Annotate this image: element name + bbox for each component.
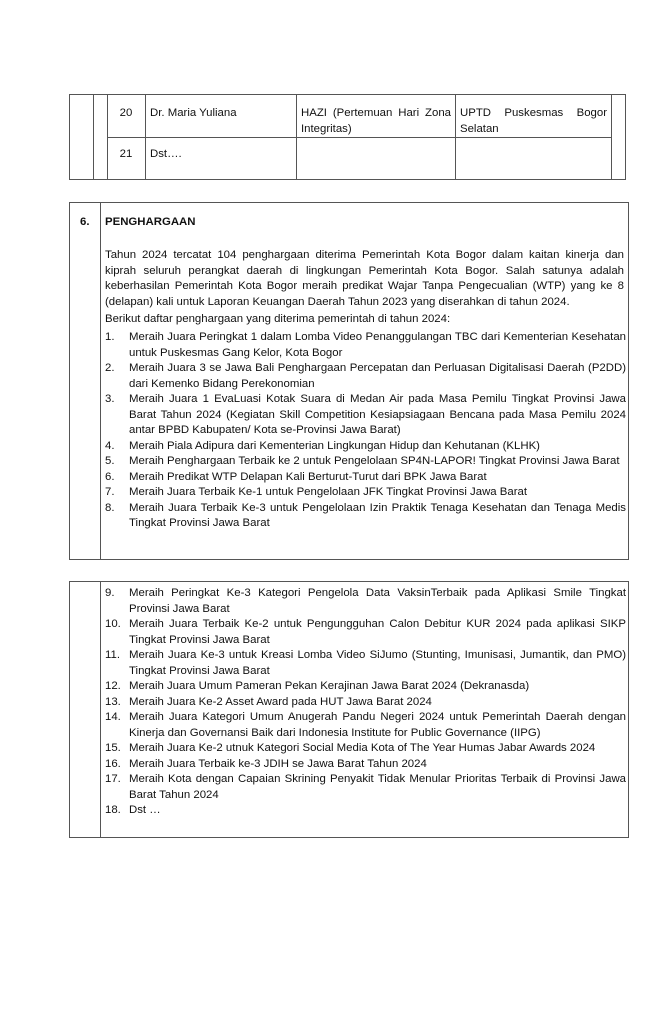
award-list-item bbox=[105, 586, 626, 617]
award-number: 7. bbox=[105, 486, 115, 498]
award-text: Meraih Predikat WTP Delapan Kali Berturut-Turut dari BPK Jawa Barat bbox=[129, 470, 487, 483]
award-text: Meraih Peringkat Ke-3 Kategori Pengelola Data VaksinTerbaik pada Aplikasi Smile Tingkat Provinsi Jawa Barat bbox=[129, 587, 626, 615]
section-intro-text: Tahun 2024 tercatat 104 penghargaan diterima Pemerintah Kota Bogor dalam kaitan kinerja dan kiprah seluruh perangkat daerah di lingkungan Pemerintah Kota Bogor. Salah satunya adalah keberhasilan Pemerintah Kota Bogor meraih predikat Wajar Tanpa Pengecualian (WTP) yang ke 8 (delapan) kali untuk Laporan Keuangan Daerah Tahun 2023 yang diserahkan di tahun 2024. bbox=[105, 249, 624, 308]
awards-section-box-continued bbox=[69, 581, 629, 838]
awards-list-continued bbox=[105, 586, 626, 819]
section-intro-paragraph bbox=[105, 248, 624, 310]
award-number: 14. bbox=[105, 711, 121, 723]
award-text: Meraih Juara Peringkat 1 dalam Lomba Video Penanggulangan TBC dari Kementerian Kesehatan untuk Puskesmas Gang Kelor, Kota Bogor bbox=[129, 331, 626, 359]
award-text: Meraih Juara Ke-2 utnuk Kategori Social Media Kota of The Year Humas Jabar Awards 2024 bbox=[129, 742, 596, 754]
award-number: 4. bbox=[105, 439, 115, 452]
section-number: 6. bbox=[80, 216, 90, 228]
section-divider bbox=[100, 203, 101, 559]
table-cell-place bbox=[460, 106, 607, 137]
award-text: Meraih Juara Kategori Umum Anugerah Pandu Negeri 2024 untuk Pemerintah Daerah dengan Kinerja dan Governansi Baik dari Indonesia Institute for Public Governance (IIPG) bbox=[129, 711, 626, 739]
award-text: Meraih Penghargaan Terbaik ke 2 untuk Pengelolaan SP4N-LAPOR! Tingkat Provinsi Jawa Barat bbox=[129, 455, 620, 467]
award-number: 11. bbox=[105, 649, 120, 661]
award-list-item bbox=[105, 392, 626, 439]
award-number: 15. bbox=[105, 742, 121, 754]
award-text: Meraih Juara Ke-2 Asset Award pada HUT Jawa Barat 2024 bbox=[129, 695, 432, 708]
table-divider bbox=[93, 95, 94, 179]
award-number: 8. bbox=[105, 501, 115, 514]
list-intro: Berikut daftar penghargaan yang diterima pemerintah di tahun 2024: bbox=[105, 313, 451, 325]
awards-section-box bbox=[69, 202, 629, 560]
award-number: 5. bbox=[105, 455, 115, 467]
award-number: 6. bbox=[105, 470, 115, 483]
continued-table bbox=[69, 94, 626, 180]
award-list-item bbox=[105, 501, 626, 532]
award-list-item bbox=[105, 772, 626, 803]
award-list-item bbox=[105, 803, 626, 819]
award-text: Meraih Kota dengan Capaian Skrining Penyakit Tidak Menular Prioritas Terbaik di Provinsi Jawa Barat Tahun 2024 bbox=[129, 773, 626, 801]
award-number: 16. bbox=[105, 757, 121, 770]
award-text: Meraih Juara Terbaik Ke-1 untuk Pengelolaan JFK Tingkat Provinsi Jawa Barat bbox=[129, 486, 528, 498]
award-text: Dst … bbox=[129, 804, 161, 816]
section-divider bbox=[100, 582, 101, 837]
table-cell-number: 21 bbox=[119, 148, 133, 160]
award-list-item bbox=[105, 710, 626, 741]
award-list-item bbox=[105, 757, 626, 773]
award-list-item bbox=[105, 679, 626, 695]
award-list-item bbox=[105, 741, 626, 757]
award-text: Meraih Piala Adipura dari Kementerian Lingkungan Hidup dan Kehutanan (KLHK) bbox=[129, 439, 540, 452]
award-list-item bbox=[105, 361, 626, 392]
award-text: Meraih Juara Terbaik ke-3 JDIH se Jawa Barat Tahun 2024 bbox=[129, 757, 427, 770]
award-list-item bbox=[105, 648, 626, 679]
award-text: Meraih Juara 3 se Jawa Bali Penghargaan Percepatan dan Perluasan Digitalisasi Daerah (P2DD) dari Kemenko Bidang Perekonomian bbox=[129, 362, 626, 390]
award-number: 17. bbox=[105, 773, 121, 785]
award-number: 10. bbox=[105, 618, 121, 630]
table-cell-number: 20 bbox=[119, 107, 133, 119]
award-list-item bbox=[105, 330, 626, 361]
award-number: 18. bbox=[105, 804, 121, 816]
table-cell-event bbox=[301, 106, 451, 137]
award-number: 2. bbox=[105, 362, 115, 374]
award-text: Meraih Juara 1 EvaLuasi Kotak Suara di Medan Air pada Masa Pemilu Tingkat Provinsi Jawa Barat Tahun 2024 (Kegiatan Skill Competition Kesiapsiagaan Bencana pada Masa Pemilu 2024 antar BPBD Kabupaten/ Kota se-Provinsi Jawa Barat) bbox=[129, 393, 626, 436]
award-number: 1. bbox=[105, 331, 115, 343]
award-text: Meraih Juara Umum Pameran Pekan Kerajinan Jawa Barat 2024 (Dekranasda) bbox=[129, 680, 530, 692]
awards-list bbox=[105, 330, 626, 532]
award-list-item bbox=[105, 485, 626, 501]
table-divider bbox=[107, 137, 612, 138]
award-list-item bbox=[105, 439, 626, 455]
award-number: 9. bbox=[105, 587, 115, 599]
award-number: 3. bbox=[105, 393, 115, 405]
award-list-item bbox=[105, 695, 626, 711]
award-text: Meraih Juara Ke-3 untuk Kreasi Lomba Video SiJumo (Stunting, Imunisasi, Jumantik, dan PMO) Tingkat Provinsi Jawa Barat bbox=[129, 649, 626, 677]
section-title: PENGHARGAAN bbox=[105, 216, 196, 228]
table-cell-event-text: HAZI (Pertemuan Hari Zona Integritas) bbox=[301, 107, 451, 135]
table-cell-name: Dr. Maria Yuliana bbox=[150, 107, 237, 119]
award-list-item bbox=[105, 470, 626, 486]
table-cell-place-text: UPTD Puskesmas Bogor Selatan bbox=[460, 107, 607, 135]
award-text: Meraih Juara Terbaik Ke-3 untuk Pengelolaan Izin Praktik Tenaga Kesehatan dan Tenaga Medis Tingkat Provinsi Jawa Barat bbox=[129, 501, 626, 529]
award-number: 12. bbox=[105, 680, 121, 692]
award-number: 13. bbox=[105, 695, 121, 708]
award-list-item bbox=[105, 617, 626, 648]
award-list-item bbox=[105, 454, 626, 470]
award-text: Meraih Juara Terbaik Ke-2 untuk Pengungguhan Calon Debitur KUR 2024 pada aplikasi SIKP Tingkat Provinsi Jawa Barat bbox=[129, 618, 626, 646]
table-cell-name: Dst…. bbox=[150, 148, 182, 160]
